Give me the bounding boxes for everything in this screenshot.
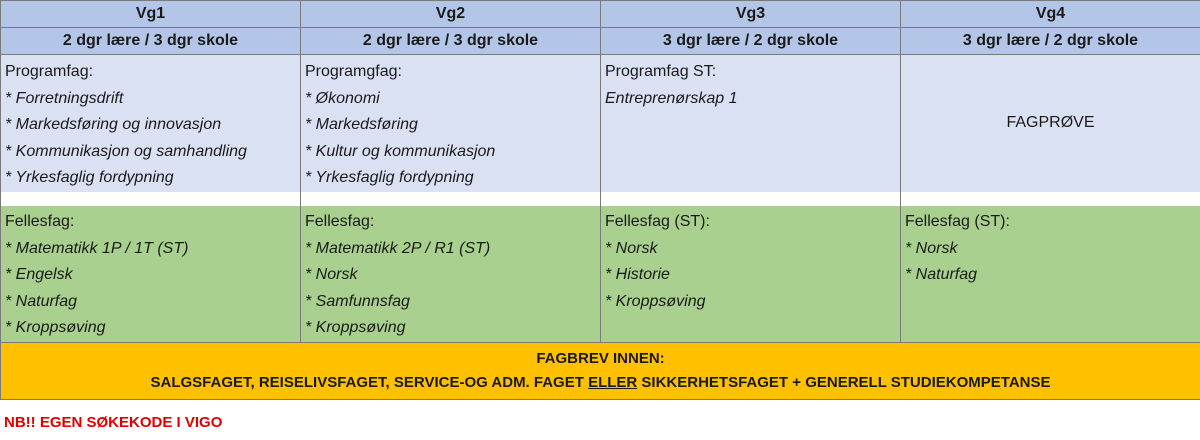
- fellesfag-heading: Fellesfag (ST):: [605, 213, 710, 230]
- list-item: * Samfunnsfag: [305, 292, 410, 310]
- list-item: * Matematikk 2P / R1 (ST): [305, 239, 491, 257]
- list-item: * Kroppsøving: [5, 319, 106, 336]
- split-vg2: 2 dgr lære / 3 dgr skole: [301, 28, 601, 55]
- fagbrev-banner: [1, 342, 1200, 399]
- programfag-heading: Programgfag:: [305, 63, 402, 80]
- list-item: * Naturfag: [5, 292, 78, 310]
- split-row: [1, 28, 1200, 55]
- list-item: * Norsk: [605, 239, 658, 257]
- fellesfag-heading: Fellesfag (ST):: [905, 213, 1010, 230]
- split-vg4: 3 dgr lære / 2 dgr skole: [901, 28, 1200, 55]
- spacer-row: [1, 192, 1200, 206]
- list-item: * Engelsk: [5, 266, 73, 283]
- programfag-heading: Programfag:: [5, 63, 94, 80]
- fellesfag-vg2: [301, 206, 601, 342]
- application-code-note: NB!! EGEN SØKEKODE I VIGO: [4, 414, 223, 431]
- list-item: * Forretningsdrift: [5, 89, 124, 107]
- fellesfag-row: [1, 206, 1200, 342]
- spacer-cell: [1, 192, 301, 206]
- list-item: * Norsk: [905, 239, 958, 257]
- programfag-vg2: [301, 55, 601, 193]
- split-vg3: 3 dgr lære / 2 dgr skole: [601, 28, 901, 55]
- list-item: * Kommunikasjon og samhandling: [5, 142, 247, 160]
- list-item: * Kultur og kommunikasjon: [305, 142, 496, 160]
- year-header-vg1: Vg1: [1, 1, 301, 28]
- list-item: * Markedsføring: [305, 116, 418, 133]
- list-item: * Yrkesfaglig fordypning: [305, 169, 474, 186]
- programfag-vg1: [1, 55, 301, 193]
- list-item: * Økonomi: [305, 89, 380, 107]
- programfag-row: [1, 55, 1200, 193]
- list-item: Entreprenørskap 1: [605, 89, 738, 107]
- spacer-cell: [301, 192, 601, 206]
- list-item: * Markedsføring og innovasjon: [5, 116, 222, 133]
- programfag-vg4: [901, 55, 1200, 193]
- programfag-heading: Programfag ST:: [605, 63, 717, 80]
- year-header-vg3: Vg3: [601, 1, 901, 28]
- programfag-vg3: [601, 55, 901, 193]
- split-vg1: 2 dgr lære / 3 dgr skole: [1, 28, 301, 55]
- list-item: * Norsk: [305, 266, 358, 283]
- list-item: * Naturfag: [905, 266, 978, 283]
- fagbrev-eller: ELLER: [588, 373, 638, 391]
- year-header-row: [1, 1, 1200, 28]
- fellesfag-heading: Fellesfag:: [5, 213, 75, 230]
- fagbrev-subjects-part2: SIKKERHETSFAGET + GENERELL STUDIEKOMPETANSE: [637, 373, 1051, 391]
- list-item: * Historie: [605, 266, 670, 283]
- fellesfag-vg4: [901, 206, 1200, 342]
- year-header-vg4: Vg4: [901, 1, 1200, 28]
- fagbrev-subjects-part1: SALGSFAGET, REISELIVSFAGET, SERVICE-OG ADM. FAGET: [150, 373, 589, 391]
- spacer-cell: [901, 192, 1200, 206]
- year-header-vg2: Vg2: [301, 1, 601, 28]
- fellesfag-vg1: [1, 206, 301, 342]
- fagprove-label: FAGPRØVE: [1006, 114, 1095, 132]
- list-item: * Kroppsøving: [605, 292, 706, 310]
- spacer-cell: [601, 192, 901, 206]
- fagbrev-title: FAGBREV INNEN:: [536, 349, 665, 367]
- list-item: * Matematikk 1P / 1T (ST): [5, 239, 189, 257]
- fellesfag-vg3: [601, 206, 901, 342]
- fellesfag-heading: Fellesfag:: [305, 213, 375, 230]
- list-item: * Kroppsøving: [305, 319, 406, 336]
- fagbrev-row: [1, 342, 1200, 399]
- fagbrev-subjects: [1, 371, 1200, 395]
- list-item: * Yrkesfaglig fordypning: [5, 169, 174, 186]
